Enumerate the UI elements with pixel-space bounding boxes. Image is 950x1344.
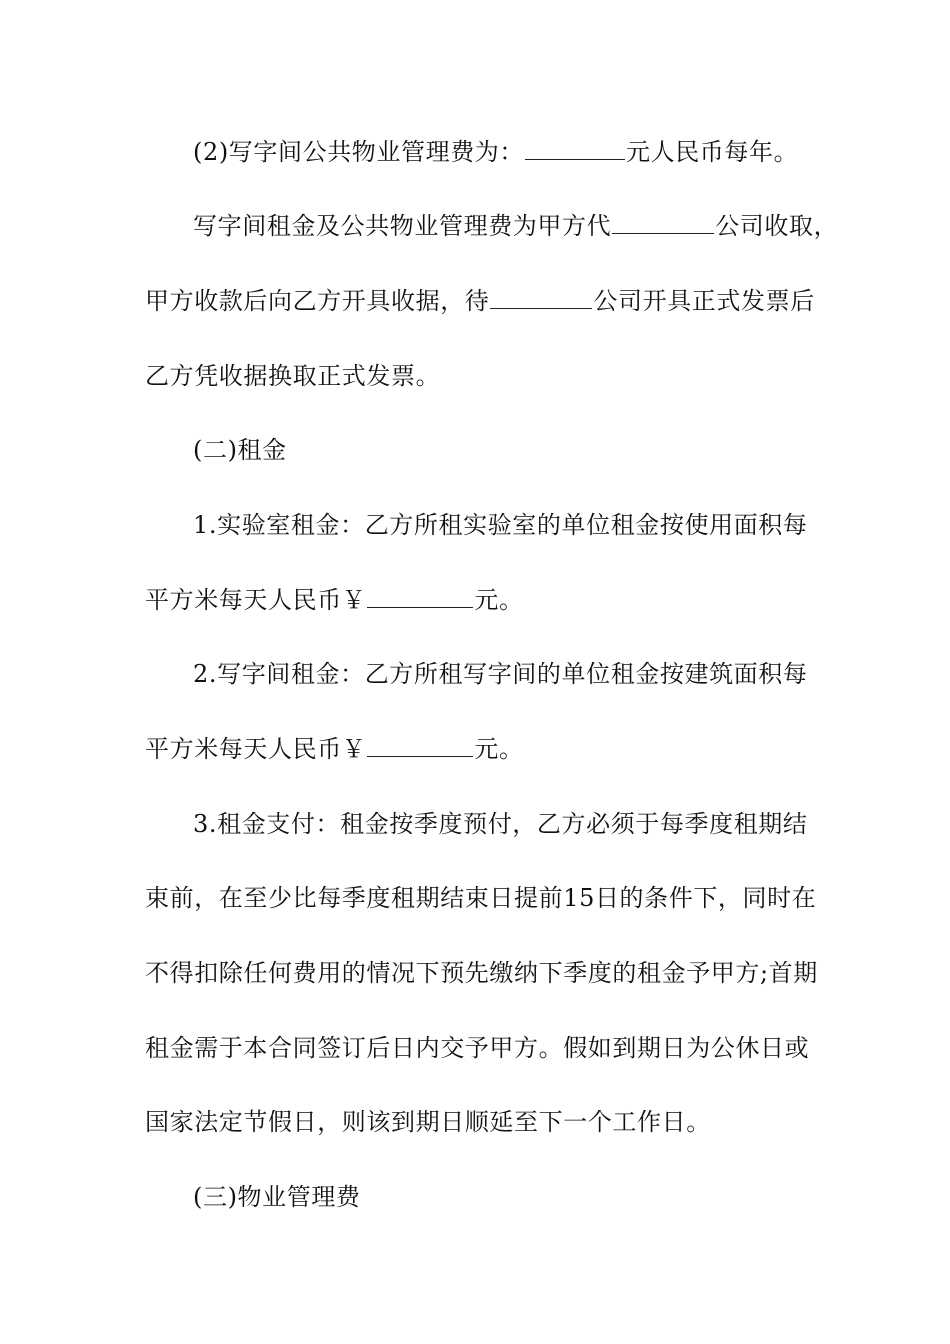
- text-segment: 元。: [474, 735, 524, 763]
- text-segment: 1.实验室租金：乙方所租实验室的单位租金按使用面积每: [193, 511, 808, 539]
- section-heading-rent: [193, 435, 287, 465]
- paragraph-line: [193, 211, 838, 241]
- text-segment: 平方米每天人民币￥: [145, 586, 367, 614]
- clause-office-management-fee: [193, 137, 798, 167]
- text-segment: 甲方收款后向乙方开具收据，待: [145, 287, 490, 315]
- paragraph-line: [145, 958, 818, 988]
- text-segment: (二)租金: [193, 436, 287, 464]
- blank-field[interactable]: [367, 734, 473, 757]
- clause-rent-payment: [193, 809, 808, 839]
- text-segment: 3.租金支付：租金按季度预付，乙方必须于每季度租期结: [193, 810, 808, 838]
- paragraph-line: [145, 585, 524, 615]
- text-segment: 租金需于本合同签订后日内交予甲方。假如到期日为公休日或: [145, 1034, 810, 1062]
- paragraph-line: [145, 286, 815, 316]
- text-segment: 束前，在至少比每季度租期结束日提前15日的条件下，同时在: [145, 884, 817, 912]
- paragraph-line: [145, 361, 440, 391]
- paragraph-line: [145, 1107, 711, 1137]
- blank-field[interactable]: [525, 137, 625, 160]
- blank-field[interactable]: [612, 211, 714, 234]
- paragraph-line: [145, 883, 816, 913]
- paragraph-line: [145, 1033, 809, 1063]
- text-segment: 不得扣除任何费用的情况下预先缴纳下季度的租金予甲方;首期: [145, 959, 818, 987]
- text-segment: 写字间租金及公共物业管理费为甲方代: [193, 212, 612, 240]
- text-segment: 国家法定节假日，则该到期日顺延至下一个工作日。: [145, 1108, 711, 1136]
- text-segment: 公司开具正式发票后: [593, 287, 815, 315]
- blank-field[interactable]: [490, 286, 592, 309]
- clause-office-rent: [193, 659, 808, 689]
- text-segment: 平方米每天人民币￥: [145, 735, 367, 763]
- paragraph-line: [145, 734, 524, 764]
- text-segment: 乙方凭收据换取正式发票。: [145, 362, 441, 390]
- blank-field[interactable]: [367, 585, 473, 608]
- text-segment: (三)物业管理费: [193, 1183, 361, 1211]
- clause-lab-rent: [193, 510, 808, 540]
- text-segment: 元人民币每年。: [626, 138, 799, 166]
- text-segment: 元。: [474, 586, 524, 614]
- section-heading-management-fee: [193, 1182, 361, 1212]
- text-segment: 公司收取，: [715, 212, 839, 240]
- text-segment: (2)写字间公共物业管理费为：: [193, 138, 524, 166]
- text-segment: 2.写字间租金：乙方所租写字间的单位租金按建筑面积每: [193, 660, 808, 688]
